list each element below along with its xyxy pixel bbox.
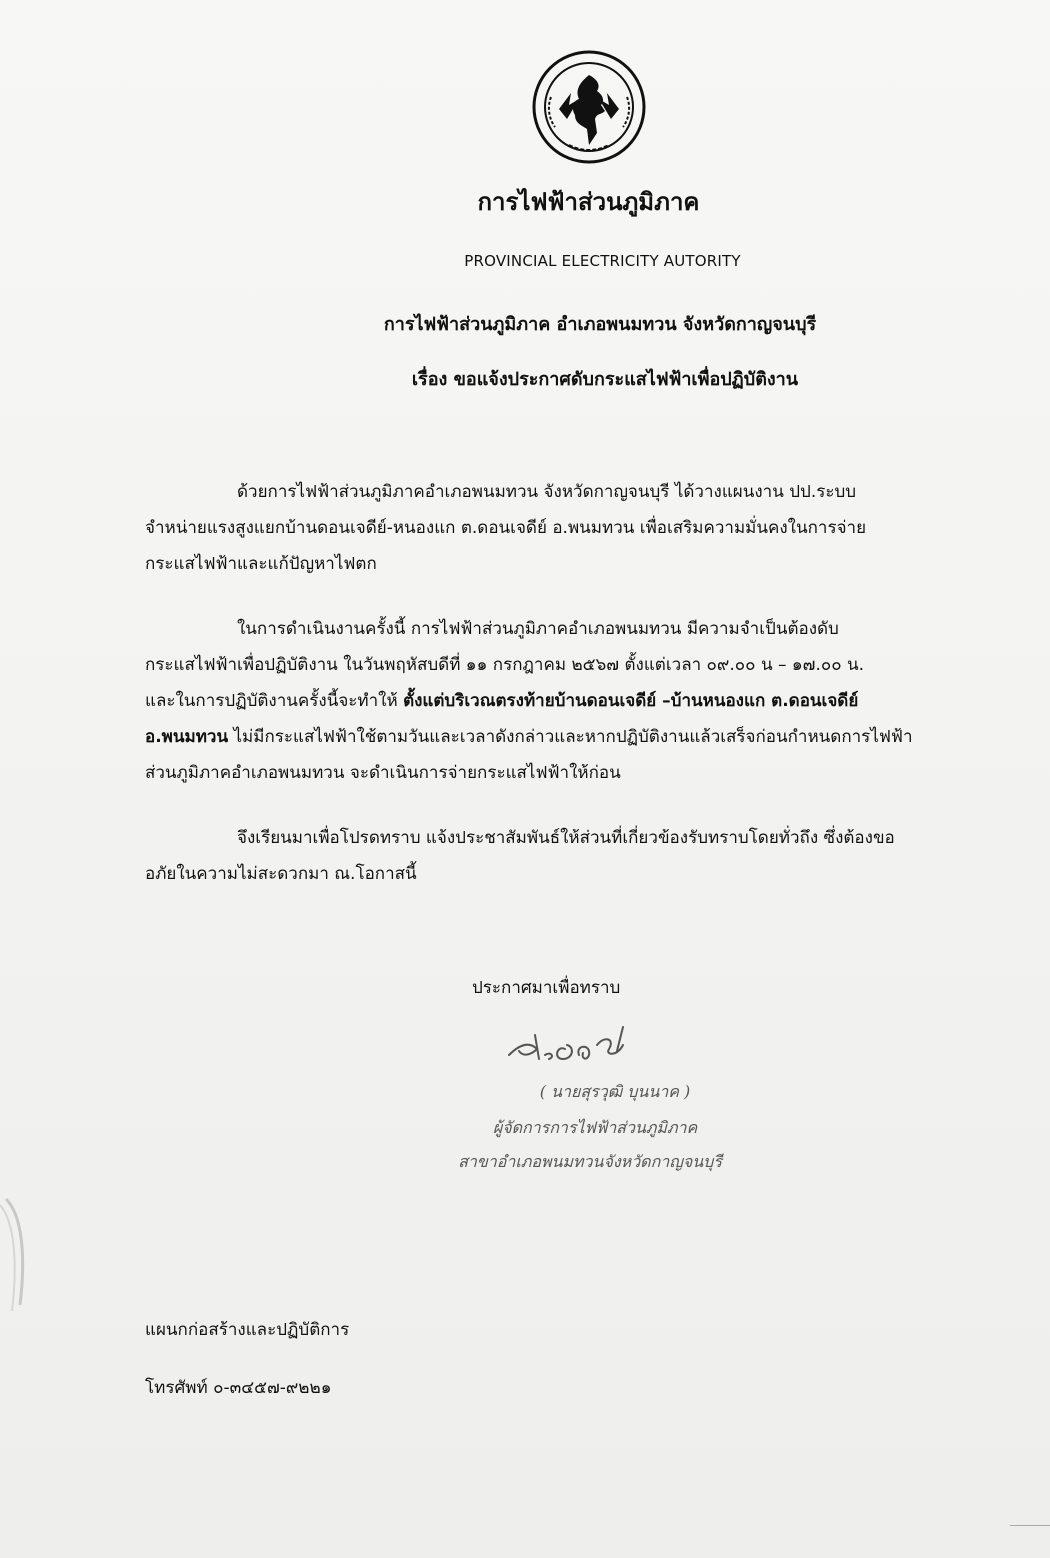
paragraph-line: ส่วนภูมิภาคอำเภอพนมทวน จะดำเนินการจ่ายกระแสไฟฟ้าให้ก่อน xyxy=(145,763,621,783)
outage-date-line: กระแสไฟฟ้าเพื่อปฏิบัติงาน ในวันพฤหัสบดีที่ ๑๑ กรกฎาคม ๒๕๖๗ ตั้งแต่เวลา ๐๙.๐๐ น – ๑๗.๐๐ น. xyxy=(145,655,865,675)
paragraph-line: จำหน่ายแรงสูงแยกบ้านดอนเจดีย์-หนองแก ต.ดอนเจดีย์ อ.พนมทวน เพื่อเสริมความมั่นคงในการจ่าย xyxy=(145,518,867,538)
signer-name: ( นายสุรวุฒิ บุนนาค ) xyxy=(539,1082,691,1101)
footer-phone: โทรศัพท์ ๐-๓๔๕๗-๙๒๒๑ xyxy=(145,1378,332,1398)
office-name: การไฟฟ้าส่วนภูมิภาค อำเภอพนมทวน จังหวัดกาญจนบุรี xyxy=(383,314,817,335)
paragraph-plan xyxy=(145,474,975,582)
paragraph-line: ในการดำเนินงานครั้งนี้ การไฟฟ้าส่วนภูมิภาคอำเภอพนมทวน มีความจำเป็นต้องดับ xyxy=(237,619,839,639)
outage-area: ตั้งแต่บริเวณตรงท้ายบ้านดอนเจดีย์ –บ้านหนองแก ต.ดอนเจดีย์ xyxy=(403,691,859,711)
paragraph-line: ด้วยการไฟฟ้าส่วนภูมิภาคอำเภอพนมทวน จังหวัดกาญจนบุรี ได้วางแผนงาน ปป.ระบบ xyxy=(237,482,857,502)
signer-position: ผู้จัดการการไฟฟ้าส่วนภูมิภาค xyxy=(492,1118,698,1137)
footer-department: แผนกก่อสร้างและปฏิบัติการ xyxy=(145,1320,350,1340)
paragraph-line xyxy=(145,719,975,755)
paragraph-line xyxy=(145,683,975,719)
paragraph-text: ไม่มีกระแสไฟฟ้าใช้ตามวันและเวลาดังกล่าวและหากปฏิบัติงานแล้วเสร็จก่อนกำหนดการไฟฟ้า xyxy=(228,727,913,747)
paragraph-apology xyxy=(145,820,975,892)
org-title-english: PROVINCIAL ELECTRICITY AUTORITY xyxy=(464,252,741,270)
paragraph-line: จึงเรียนมาเพื่อโปรดทราบ แจ้งประชาสัมพันธ์ให้ส่วนที่เกี่ยวข้องรับทราบโดยทั่วถึง ซึ่งต้องขอ xyxy=(237,828,895,848)
paragraph-line: อภัยในความไม่สะดวกมา ณ.โอกาสนี้ xyxy=(145,864,417,884)
paragraph-text: และในการปฏิบัติงานครั้งนี้จะทำให้ xyxy=(145,691,404,711)
paper-fold-mark xyxy=(0,1195,40,1315)
signer-branch: สาขาอำเภอพนมทวนจังหวัดกาญจนบุรี xyxy=(458,1152,722,1171)
signature xyxy=(505,1015,645,1075)
paper-edge-mark xyxy=(1010,1525,1050,1530)
closing-text: ประกาศมาเพื่อทราบ xyxy=(472,978,621,998)
subject-line: เรื่อง ขอแจ้งประกาศดับกระแสไฟฟ้าเพื่อปฏิบัติงาน xyxy=(411,369,799,390)
paragraph-line: กระแสไฟฟ้าและแก้ปัญหาไฟตก xyxy=(145,554,377,574)
paragraph-outage-details xyxy=(145,611,975,791)
outage-district: อ.พนมทวน xyxy=(145,727,229,747)
pea-seal-icon xyxy=(531,49,647,165)
org-title: การไฟฟ้าส่วนภูมิภาค xyxy=(477,188,700,216)
